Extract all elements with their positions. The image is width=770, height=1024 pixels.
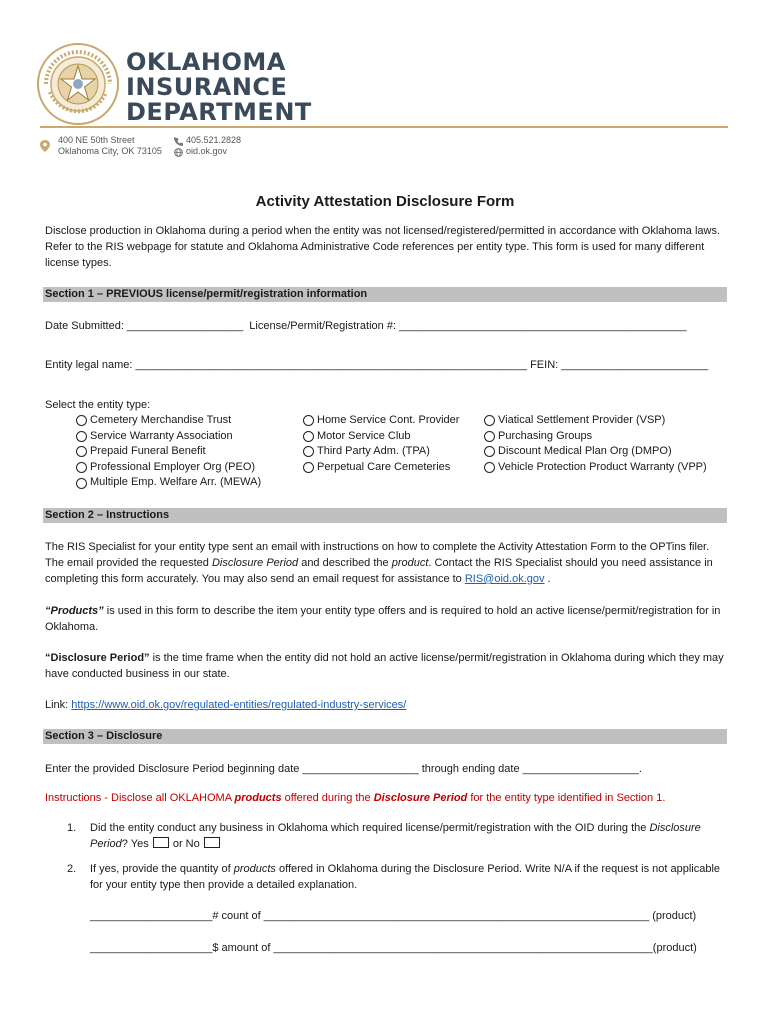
entity-option[interactable]: Multiple Emp. Welfare Arr. (MEWA)	[76, 475, 261, 491]
entity-type-column-3	[484, 413, 707, 475]
contact-block	[186, 135, 241, 157]
radio-button[interactable]	[76, 415, 87, 426]
instructions-paragraph: The RIS Specialist for your entity type sent an email with instructions on how to complete the Activity Attestation Form to the OPTins filer. The email provided the requested Disclosure Period and described the product. Contact the RIS Specialist should you need assistance in completing this form accurately. You may also send an email request for assistance to RIS@oid.ok.gov .	[45, 541, 713, 585]
yes-checkbox[interactable]	[153, 837, 169, 848]
question-1: 1. Did the entity conduct any business in Oklahoma which required license/permit/registration with the OID during the Disclosure Period? Yes or No	[67, 822, 701, 850]
intro-paragraph: Disclose production in Oklahoma during a period when the entity was not licensed/registered/permitted in accordance with Oklahoma laws. Refer to the RIS webpage for statute and Oklahoma Administrative Code references per entity type. This form is used for many different license types.	[45, 225, 721, 269]
ris-email-link[interactable]: RIS@oid.ok.gov	[464, 573, 545, 585]
entity-type-column-1	[76, 413, 261, 491]
brand-wordmark	[126, 50, 312, 125]
section-2-heading: Section 2 – Instructions	[43, 508, 727, 523]
entity-option[interactable]: Purchasing Groups	[484, 429, 707, 445]
entity-option[interactable]: Motor Service Club	[303, 429, 459, 445]
radio-button[interactable]	[303, 462, 314, 473]
entity-option[interactable]: Professional Employer Org (PEO)	[76, 460, 261, 476]
address-block	[58, 135, 162, 157]
entity-option[interactable]: Cemetery Merchandise Trust	[76, 413, 261, 429]
website-text: oid.ok.gov	[186, 146, 228, 156]
entity-option[interactable]: Third Party Adm. (TPA)	[303, 444, 459, 460]
entity-option[interactable]: Vehicle Protection Product Warranty (VPP)	[484, 460, 707, 476]
link-line: Link: https://www.oid.ok.gov/regulated-entities/regulated-industry-services/	[45, 699, 407, 711]
brand-line-2: INSURANCE	[126, 73, 288, 101]
radio-button[interactable]	[484, 415, 495, 426]
section-3-heading: Section 3 – Disclosure	[43, 729, 727, 744]
form-title: Activity Attestation Disclosure Form	[255, 193, 515, 210]
section-1-heading: Section 1 – PREVIOUS license/permit/registration information	[43, 287, 727, 302]
disclosure-instructions: Instructions - Disclose all OKLAHOMA products offered during the Disclosure Period for the entity type identified in Section 1.	[45, 792, 666, 804]
question-2: 2. If yes, provide the quantity of products offered in Oklahoma during the Disclosure Period. Write N/A if the request is not applicable for your entity type then provide a detailed explanation.	[67, 863, 721, 891]
radio-button[interactable]	[303, 415, 314, 426]
radio-button[interactable]	[303, 431, 314, 442]
radio-button[interactable]	[76, 431, 87, 442]
entity-name-line: Entity legal name: ________________________________________________________________ FEIN: ________________________	[45, 359, 709, 371]
radio-button[interactable]	[484, 431, 495, 442]
radio-button[interactable]	[484, 462, 495, 473]
no-checkbox[interactable]	[204, 837, 220, 848]
disclosure-period-definition: “Disclosure Period” is the time frame when the entity did not hold an active license/permit/registration in Oklahoma during which they may have conducted business in our state.	[45, 652, 724, 680]
product-amount-line: ____________________$ amount of ______________________________________________________________(product)	[90, 942, 697, 954]
brand-line-1: OKLAHOMA	[126, 48, 286, 76]
entity-option[interactable]: Discount Medical Plan Org (DMPO)	[484, 444, 707, 460]
brand-line-3: DEPARTMENT	[126, 98, 312, 126]
globe-icon	[174, 148, 183, 157]
entity-type-column-2	[303, 413, 459, 475]
radio-button[interactable]	[484, 446, 495, 457]
date-license-line: Date Submitted: ___________________ License/Permit/Registration #: _______________________________________________	[45, 320, 687, 332]
product-count-line: ____________________# count of _______________________________________________________________ (product)	[90, 910, 697, 922]
regulated-industry-link[interactable]: https://www.oid.ok.gov/regulated-entities/regulated-industry-services/	[71, 699, 407, 711]
radio-button[interactable]	[76, 462, 87, 473]
address-line-2: Oklahoma City, OK 73105	[58, 146, 162, 156]
letterhead	[36, 38, 736, 158]
entity-option[interactable]: Viatical Settlement Provider (VSP)	[484, 413, 707, 429]
entity-option[interactable]: Home Service Cont. Provider	[303, 413, 459, 429]
phone-number: 405.521.2828	[186, 135, 242, 145]
location-pin-icon	[40, 140, 50, 152]
disclosure-period-line: Enter the provided Disclosure Period beginning date ___________________ through ending date ___________________.	[45, 763, 642, 775]
entity-type-label: Select the entity type:	[45, 399, 151, 411]
products-definition: “Products” is used in this form to describe the item your entity type offers and is required to hold an active license/permit/registration for in Oklahoma.	[45, 605, 721, 633]
entity-option[interactable]: Perpetual Care Cemeteries	[303, 460, 459, 476]
radio-button[interactable]	[76, 478, 87, 489]
radio-button[interactable]	[303, 446, 314, 457]
header-divider	[40, 126, 728, 128]
address-line-1: 400 NE 50th Street	[58, 135, 135, 145]
state-seal-icon	[36, 42, 120, 126]
entity-option[interactable]: Prepaid Funeral Benefit	[76, 444, 261, 460]
entity-option[interactable]: Service Warranty Association	[76, 429, 261, 445]
radio-button[interactable]	[76, 446, 87, 457]
phone-icon	[174, 137, 183, 146]
